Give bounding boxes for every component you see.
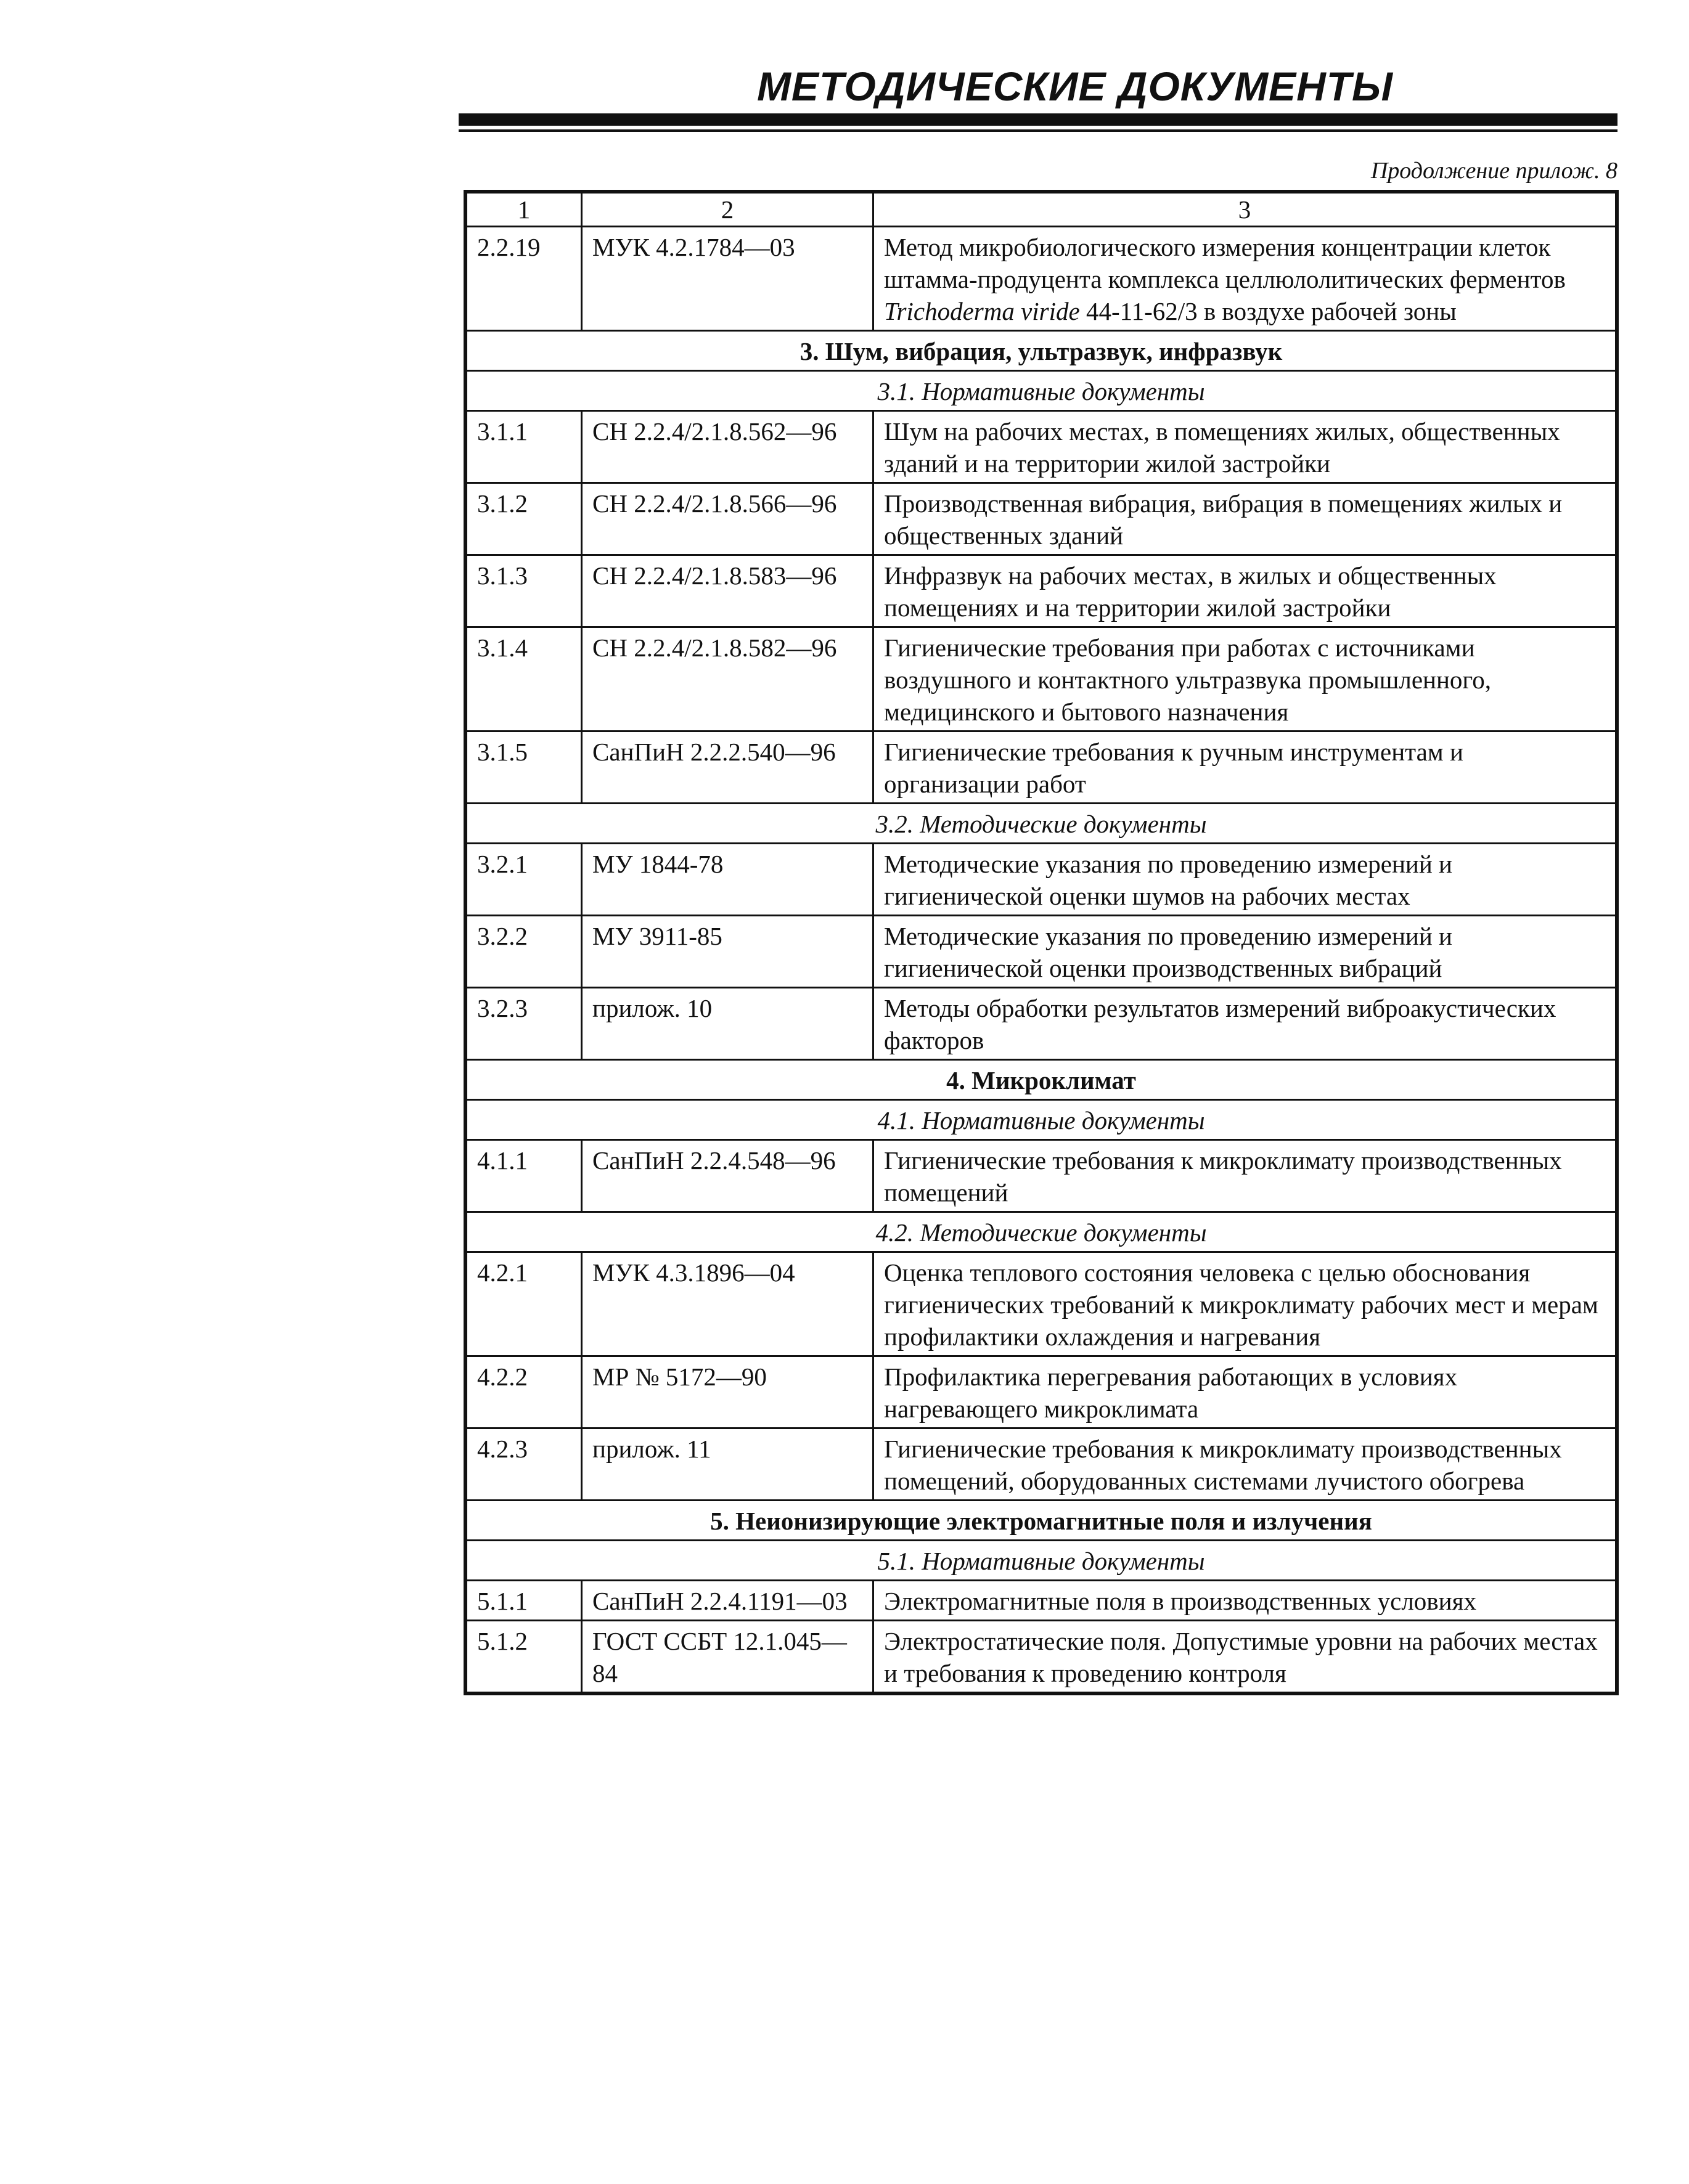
table-row	[465, 731, 1617, 804]
section-heading: 4. Микроклимат	[465, 1060, 1617, 1100]
item-number: 4.2.2	[465, 1356, 582, 1428]
table-row	[465, 555, 1617, 627]
document-title: Методические указания по проведению измерений и гигиенической оценки шумов на рабочих местах	[873, 844, 1617, 916]
table-row	[465, 411, 1617, 483]
header-rule-thick	[459, 113, 1617, 126]
subsection-heading: 4.2. Методические документы	[465, 1212, 1617, 1252]
subsection-heading-row	[465, 1212, 1617, 1252]
item-number: 4.2.1	[465, 1252, 582, 1356]
document-code: СанПиН 2.2.2.540—96	[582, 731, 873, 804]
document-code: прилож. 10	[582, 988, 873, 1060]
table-row	[465, 627, 1617, 731]
table-row	[465, 1621, 1617, 1694]
section-heading-row	[465, 331, 1617, 371]
item-number: 3.1.2	[465, 483, 582, 555]
document-title: Производственная вибрация, вибрация в помещениях жилых и общественных зданий	[873, 483, 1617, 555]
table-header	[465, 192, 1617, 227]
table-row	[465, 988, 1617, 1060]
document-code: СН 2.2.4/2.1.8.582—96	[582, 627, 873, 731]
subsection-heading-row	[465, 371, 1617, 411]
item-number: 3.1.5	[465, 731, 582, 804]
document-code: МУ 3911-85	[582, 916, 873, 988]
title-part: 44-11-62/3 в воздухе рабочей зоны	[1079, 297, 1457, 325]
document-title: Гигиенические требования при работах с источниками воздушного и контактного ультразвука промышленного, медицинского и бытового назначения	[873, 627, 1617, 731]
header-row	[465, 192, 1617, 227]
document-title: Шум на рабочих местах, в помещениях жилых, общественных зданий и на территории жилой застройки	[873, 411, 1617, 483]
subsection-heading-row	[465, 804, 1617, 844]
document-title: Электромагнитные поля в производственных условиях	[873, 1581, 1617, 1621]
item-number: 3.2.2	[465, 916, 582, 988]
document-code: СанПиН 2.2.4.1191—03	[582, 1581, 873, 1621]
document-code: СН 2.2.4/2.1.8.562—96	[582, 411, 873, 483]
table-row	[465, 1581, 1617, 1621]
section-heading: 3. Шум, вибрация, ультразвук, инфразвук	[465, 331, 1617, 371]
document-title: Инфразвук на рабочих местах, в жилых и общественных помещениях и на территории жилой застройки	[873, 555, 1617, 627]
item-number: 2.2.19	[465, 227, 582, 331]
continuation-note: Продолжение прилож. 8	[1370, 158, 1617, 184]
table-row	[465, 227, 1617, 331]
document-title: Гигиенические требования к ручным инструментам и организации работ	[873, 731, 1617, 804]
subsection-heading: 5.1. Нормативные документы	[465, 1541, 1617, 1581]
table-row	[465, 483, 1617, 555]
document-code: прилож. 11	[582, 1428, 873, 1501]
document-code: СанПиН 2.2.4.548—96	[582, 1140, 873, 1212]
document-code: МР № 5172—90	[582, 1356, 873, 1428]
document-title: Методы обработки результатов измерений виброакустических факторов	[873, 988, 1617, 1060]
document-code: СН 2.2.4/2.1.8.583—96	[582, 555, 873, 627]
species-name: Trichoderma viride	[884, 297, 1080, 325]
table-row	[465, 1428, 1617, 1501]
section-heading-row	[465, 1060, 1617, 1100]
document-code: МУ 1844-78	[582, 844, 873, 916]
subsection-heading-row	[465, 1100, 1617, 1140]
table-row	[465, 844, 1617, 916]
item-number: 4.1.1	[465, 1140, 582, 1212]
subsection-heading: 3.2. Методические документы	[465, 804, 1617, 844]
section-heading: 5. Неионизирующие электромагнитные поля и излучения	[465, 1501, 1617, 1541]
document-code: ГОСТ ССБТ 12.1.045—84	[582, 1621, 873, 1694]
document-title	[873, 227, 1617, 331]
header-rule-thin	[459, 129, 1617, 132]
subsection-heading-row	[465, 1541, 1617, 1581]
column-header: 2	[582, 192, 873, 227]
section-heading-row	[465, 1501, 1617, 1541]
item-number: 5.1.2	[465, 1621, 582, 1694]
table-row	[465, 1252, 1617, 1356]
document-code: МУК 4.2.1784—03	[582, 227, 873, 331]
table-row	[465, 1356, 1617, 1428]
document-title: Электростатические поля. Допустимые уровни на рабочих местах и требования к проведению контроля	[873, 1621, 1617, 1694]
title-part: Метод микробиологического измерения концентрации клеток штамма-продуцента комплекса целлюлолитических ферментов	[884, 233, 1566, 293]
document-code: СН 2.2.4/2.1.8.566—96	[582, 483, 873, 555]
table-row	[465, 1140, 1617, 1212]
item-number: 4.2.3	[465, 1428, 582, 1501]
page-title: МЕТОДИЧЕСКИЕ ДОКУМЕНТЫ	[756, 63, 1394, 109]
item-number: 3.2.1	[465, 844, 582, 916]
item-number: 3.2.3	[465, 988, 582, 1060]
documents-table	[464, 190, 1619, 1695]
document-title: Гигиенические требования к микроклимату производственных помещений, оборудованных системами лучистого обогрева	[873, 1428, 1617, 1501]
document-title: Оценка теплового состояния человека с целью обоснования гигиенических требований к микроклимату рабочих мест и мерам профилактики охлаждения и нагревания	[873, 1252, 1617, 1356]
document-title: Методические указания по проведению измерений и гигиенической оценки производственных вибраций	[873, 916, 1617, 988]
table-body	[465, 227, 1617, 1694]
page-header	[459, 62, 1617, 132]
column-header: 1	[465, 192, 582, 227]
document-title: Профилактика перегревания работающих в условиях нагревающего микроклимата	[873, 1356, 1617, 1428]
item-number: 3.1.4	[465, 627, 582, 731]
subsection-heading: 3.1. Нормативные документы	[465, 371, 1617, 411]
item-number: 5.1.1	[465, 1581, 582, 1621]
table-row	[465, 916, 1617, 988]
column-header: 3	[873, 192, 1617, 227]
item-number: 3.1.3	[465, 555, 582, 627]
document-title: Гигиенические требования к микроклимату производственных помещений	[873, 1140, 1617, 1212]
document-code: МУК 4.3.1896—04	[582, 1252, 873, 1356]
subsection-heading: 4.1. Нормативные документы	[465, 1100, 1617, 1140]
item-number: 3.1.1	[465, 411, 582, 483]
